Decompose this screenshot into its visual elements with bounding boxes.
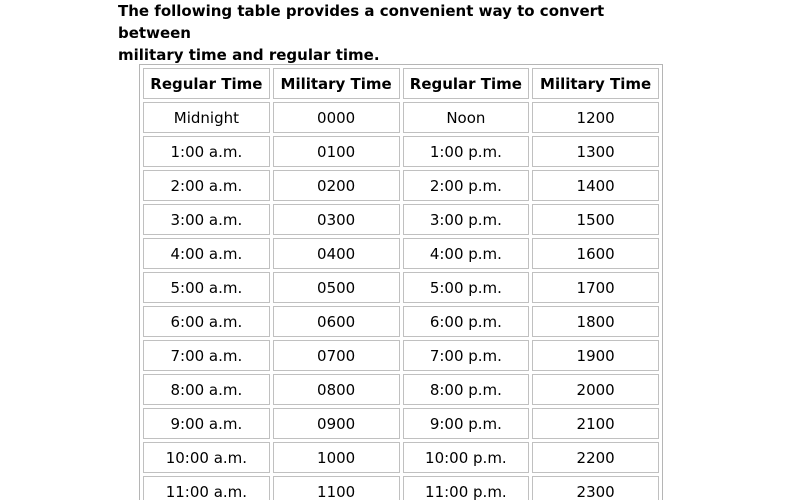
cell-regular-am: 10:00 a.m. [143, 442, 270, 473]
cell-military-am: 1000 [273, 442, 400, 473]
cell-military-am: 0900 [273, 408, 400, 439]
cell-military-am: 0100 [273, 136, 400, 167]
cell-regular-am: 4:00 a.m. [143, 238, 270, 269]
table-row [143, 374, 659, 405]
intro-line-2: military time and regular time. [118, 46, 380, 64]
cell-military-am: 0500 [273, 272, 400, 303]
cell-military-pm: 1400 [532, 170, 659, 201]
cell-military-pm: 2300 [532, 476, 659, 500]
cell-regular-am: 3:00 a.m. [143, 204, 270, 235]
intro-paragraph [118, 0, 678, 66]
cell-regular-am: 8:00 a.m. [143, 374, 270, 405]
table-row [143, 340, 659, 371]
cell-military-am: 0800 [273, 374, 400, 405]
header-regular-time-1: Regular Time [143, 68, 270, 99]
table-row [143, 204, 659, 235]
cell-military-pm: 1700 [532, 272, 659, 303]
cell-military-pm: 1200 [532, 102, 659, 133]
table-row [143, 442, 659, 473]
cell-regular-am: 6:00 a.m. [143, 306, 270, 337]
cell-regular-am: 7:00 a.m. [143, 340, 270, 371]
cell-regular-pm: 2:00 p.m. [403, 170, 530, 201]
table-header-row [143, 68, 659, 99]
table-row [143, 170, 659, 201]
intro-line-1: The following table provides a convenient way to convert between [118, 2, 605, 42]
cell-regular-am: 5:00 a.m. [143, 272, 270, 303]
table-row [143, 272, 659, 303]
cell-military-am: 1100 [273, 476, 400, 500]
cell-regular-pm: 4:00 p.m. [403, 238, 530, 269]
cell-regular-pm: 3:00 p.m. [403, 204, 530, 235]
header-military-time-1: Military Time [273, 68, 400, 99]
table-row [143, 306, 659, 337]
cell-regular-am: 9:00 a.m. [143, 408, 270, 439]
cell-military-am: 0700 [273, 340, 400, 371]
cell-regular-am: 11:00 a.m. [143, 476, 270, 500]
cell-regular-pm: 8:00 p.m. [403, 374, 530, 405]
cell-military-am: 0000 [273, 102, 400, 133]
cell-military-am: 0600 [273, 306, 400, 337]
cell-military-pm: 1800 [532, 306, 659, 337]
cell-military-am: 0400 [273, 238, 400, 269]
table-row [143, 408, 659, 439]
cell-regular-pm: 10:00 p.m. [403, 442, 530, 473]
cell-regular-pm: 1:00 p.m. [403, 136, 530, 167]
cell-military-am: 0300 [273, 204, 400, 235]
table-row [143, 238, 659, 269]
cell-regular-pm: 5:00 p.m. [403, 272, 530, 303]
table-row [143, 136, 659, 167]
cell-regular-pm: Noon [403, 102, 530, 133]
cell-regular-pm: 9:00 p.m. [403, 408, 530, 439]
cell-military-pm: 2100 [532, 408, 659, 439]
table-row [143, 476, 659, 500]
header-military-time-2: Military Time [532, 68, 659, 99]
cell-military-pm: 2000 [532, 374, 659, 405]
table-row [143, 102, 659, 133]
cell-regular-pm: 11:00 p.m. [403, 476, 530, 500]
cell-regular-am: 2:00 a.m. [143, 170, 270, 201]
cell-military-pm: 1900 [532, 340, 659, 371]
cell-regular-pm: 7:00 p.m. [403, 340, 530, 371]
cell-regular-pm: 6:00 p.m. [403, 306, 530, 337]
cell-military-pm: 1500 [532, 204, 659, 235]
time-conversion-table [139, 64, 663, 500]
cell-regular-am: Midnight [143, 102, 270, 133]
cell-military-pm: 1300 [532, 136, 659, 167]
cell-military-pm: 1600 [532, 238, 659, 269]
cell-regular-am: 1:00 a.m. [143, 136, 270, 167]
cell-military-am: 0200 [273, 170, 400, 201]
cell-military-pm: 2200 [532, 442, 659, 473]
header-regular-time-2: Regular Time [403, 68, 530, 99]
